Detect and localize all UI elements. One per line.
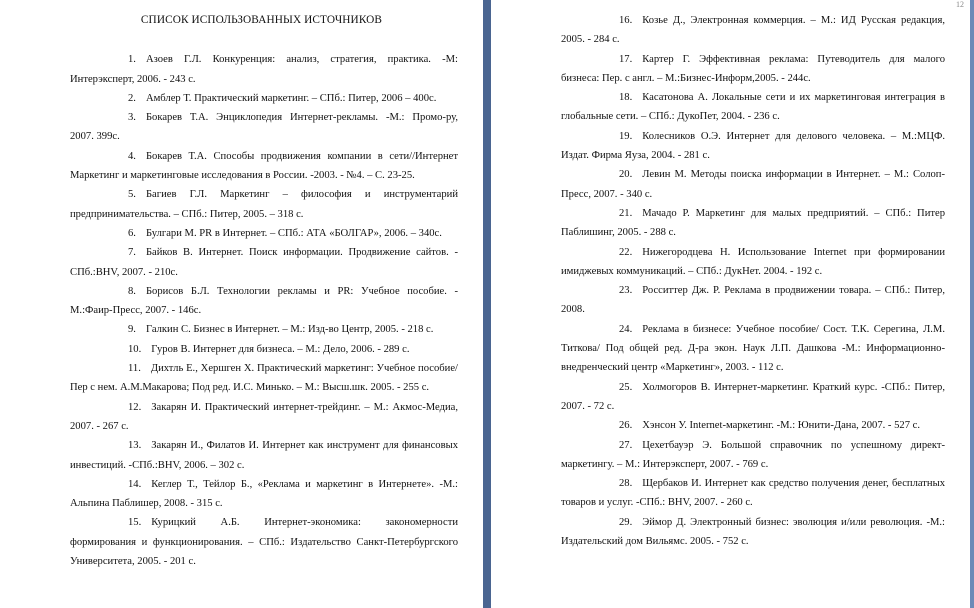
reference-text: Курицкий А.Б. Интернет-экономика: закономерности формирования и функционирования. – СПб.: Издательство Санкт-Петербургского Университета, 2005. - 201 с.: [70, 517, 458, 568]
reference-text: Козье Д., Электронная коммерция. – М.: ИД Русская редакция, 2005. - 284 с.: [561, 15, 945, 46]
reference-item: [561, 513, 945, 552]
reference-number: 11.: [128, 363, 141, 375]
reference-number: 1.: [128, 54, 136, 66]
reference-item: [70, 89, 458, 108]
reference-number: 6.: [128, 227, 136, 239]
reference-number: 23.: [619, 285, 633, 297]
reference-text: Цехетбауэр Э. Большой справочник по успешному директ-маркетингу. – М.: Интерэксперт, 2007. - 769 с.: [561, 439, 945, 470]
reference-number: 8.: [128, 285, 136, 297]
reference-text: Мачадо Р. Маркетинг для малых предприятий. – СПб.: Питер Паблишинг, 2005. - 288 с.: [561, 207, 945, 239]
reference-number: 19.: [619, 130, 633, 142]
reference-text: Щербаков И. Интернет как средство получения денег, бесплатных товаров и услуг. -СПб.: BHV, 2007. - 260 с.: [561, 478, 945, 509]
reference-text: Нижегородцева Н. Использование Internet при формировании имиджевых коммуникаций. – СПб.: ДукНет. 2004. - 192 с.: [561, 246, 945, 277]
reference-text: Росситтер Дж. Р. Реклама в продвижении товара. – СПб.: Питер, 2008.: [561, 285, 945, 316]
reference-item: [70, 475, 458, 514]
reference-text: Бокарев Т.А. Энциклопедия Интернет-рекламы. -М.: Промо-ру, 2007. 399с.: [70, 112, 458, 143]
reference-number: 9.: [128, 324, 136, 336]
reference-item: [70, 108, 458, 147]
reference-number: 14.: [128, 478, 142, 490]
reference-text: Эймор Д. Электронный бизнес: эволюция и/или революция. -М.: Издательский дом Вильямс. 2005. - 752 с.: [561, 516, 945, 548]
reference-item: [70, 398, 458, 437]
reference-number: 17.: [619, 53, 633, 65]
references-list: [561, 11, 945, 551]
reference-number: 12.: [128, 401, 142, 413]
reference-text: Кеглер Т., Тейлор Б., «Реклама и маркетинг в Интернете». -М.: Альпина Паблишер, 2008. - 315 с.: [70, 478, 458, 510]
reference-item: [561, 416, 945, 435]
reference-number: 18.: [619, 92, 633, 104]
reference-text: Левин М. Методы поиска информации в Интернет. – М.: Солоп-Пресс, 2007. - 340 с.: [561, 169, 945, 200]
reference-item: [561, 320, 945, 378]
reference-item: [561, 11, 945, 50]
page-number: 12: [956, 0, 964, 9]
page-gap: [483, 0, 491, 608]
reference-text: Галкин С. Бизнес в Интернет. – М.: Изд-во Центр, 2005. - 218 с.: [145, 324, 434, 336]
reference-item: [561, 204, 945, 243]
reference-text: Азоев Г.Л. Конкуренция: анализ, стратегия, практика. -М: Интерэксперт, 2006. - 243 с.: [70, 54, 458, 85]
reference-number: 28.: [619, 478, 633, 490]
reference-item: [70, 513, 458, 571]
reference-text: Колесников О.Э. Интернет для делового человека. – М.:МЦФ. Издат. Фирма Яуза, 2004. - 281 с.: [561, 130, 945, 162]
reference-number: 7.: [128, 247, 136, 259]
reference-number: 10.: [128, 343, 142, 355]
reference-text: Бокарев Т.А. Способы продвижения компании в сети//Интернет Маркетинг и маркетинговые исследования в России. -2003. - №4. – С. 23-25.: [70, 150, 458, 182]
reference-number: 22.: [619, 246, 633, 258]
reference-item: [561, 127, 945, 166]
reference-number: 4.: [128, 150, 136, 162]
reference-item: [561, 88, 945, 127]
reference-text: Гуров В. Интернет для бизнеса. – М.: Дело, 2006. - 289 с.: [151, 343, 410, 355]
page-title: СПИСОК ИСПОЛЬЗОВАННЫХ ИСТОЧНИКОВ: [140, 14, 383, 26]
reference-item: [70, 359, 458, 398]
document-page-left: [0, 0, 483, 608]
reference-number: 24.: [619, 323, 633, 335]
reference-number: 3.: [128, 112, 136, 124]
reference-text: Дихтль Е., Хершген Х. Практический маркетинг: Учебное пособие/Пер с нем. А.М.Макарова; Под ред. И.С. Минько. – М.: Высш.шк. 2005. - 255 с.: [70, 363, 458, 394]
reference-item: [70, 320, 458, 339]
reference-text: Байков В. Интернет. Поиск информации. Продвижение сайтов. - СПб.:BHV, 2007. - 210с.: [70, 247, 458, 278]
reference-text: Закарян И. Практический интернет-трейдинг. – М.: Акмос-Медиа, 2007. - 267 с.: [70, 401, 458, 432]
reference-number: 27.: [619, 439, 633, 451]
reference-item: [561, 243, 945, 282]
reference-number: 5.: [128, 189, 136, 201]
document-page-right: [491, 0, 970, 608]
reference-text: Картер Г. Эффективная реклама: Путеводитель для малого бизнеса: Пер. с англ. – М.:Бизнес-Информ,2005. - 244с.: [561, 53, 945, 84]
reference-item: [70, 224, 458, 243]
reference-number: 25.: [619, 381, 633, 393]
reference-item: [561, 378, 945, 417]
reference-number: 16.: [619, 15, 633, 26]
reference-number: 2.: [128, 92, 136, 104]
reference-item: [70, 50, 458, 89]
reference-text: Борисов Б.Л. Технологии рекламы и PR: Учебное пособие. - М.:Фаир-Пресс, 2007. - 146с.: [70, 285, 458, 317]
reference-number: 13.: [128, 440, 142, 452]
reference-item: [70, 340, 458, 359]
reference-text: Булгари М. PR в Интернет. – СПб.: АТА «БОЛГАР», 2006. – 340с.: [145, 227, 442, 239]
reference-item: [70, 243, 458, 282]
reference-item: [70, 282, 458, 321]
references-list: [70, 50, 458, 571]
reference-item: [70, 185, 458, 224]
reference-item: [561, 50, 945, 89]
reference-item: [561, 436, 945, 475]
reference-text: Холмогоров В. Интернет-маркетинг. Краткий курс. -СПб.: Питер, 2007. - 72 с.: [561, 381, 945, 412]
reference-text: Амблер Т. Практический маркетинг. – СПб.: Питер, 2006 – 400с.: [145, 92, 437, 104]
reference-text: Реклама в бизнесе: Учебное пособие/ Сост. Т.К. Серегина, Л.М. Титкова/ Под общей ред. Д-ра экон. Наук Л.П. Дашкова -М.: Информационно-внедренческий центр «Маркетинг», 2003. - 112 с.: [561, 323, 945, 374]
reference-number: 20.: [619, 169, 633, 181]
reference-item: [70, 436, 458, 475]
reference-number: 21.: [619, 207, 633, 219]
reference-number: 29.: [619, 516, 633, 528]
reference-text: Багиев Г.Л. Маркетинг – философия и инструментарий предпринимательства. – СПб.: Питер, 2005. – 318 с.: [70, 189, 458, 220]
reference-item: [70, 147, 458, 186]
reference-item: [561, 165, 945, 204]
reference-item: [561, 474, 945, 513]
reference-item: [561, 281, 945, 320]
reference-number: 15.: [128, 517, 142, 529]
reference-text: Хэнсон У. Internet-маркетинг. -М.: Юнити-Дана, 2007. - 527 с.: [642, 420, 920, 432]
reference-text: Закарян И., Филатов И. Интернет как инструмент для финансовых инвестиций. -СПб.:BHV, 2006. – 302 с.: [70, 440, 458, 471]
reference-number: 26.: [619, 420, 633, 432]
reference-text: Касатонова А. Локальные сети и их маркетинговая интеграция в глобальные сети. – СПб.: ДукоПет, 2004. - 236 с.: [561, 92, 945, 123]
